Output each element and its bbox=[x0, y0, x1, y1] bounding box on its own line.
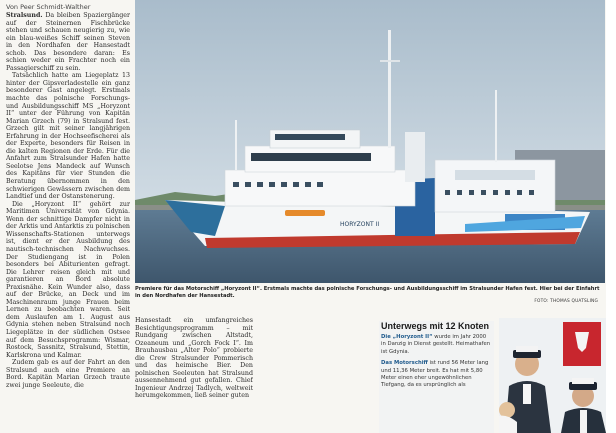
photo-credit: FOTO: THOMAS QUATSLING bbox=[534, 299, 598, 304]
info-box bbox=[379, 321, 494, 433]
article-column-2 bbox=[135, 317, 253, 433]
info-box-heading: Unterwegs mit 12 Knoten bbox=[381, 321, 490, 331]
page-edge bbox=[606, 0, 616, 433]
byline: Von Peer Schmidt-Walther bbox=[6, 3, 91, 11]
crew-photo bbox=[499, 318, 606, 433]
ship-photo bbox=[135, 0, 605, 283]
paragraph-2: Tatsächlich hatte am Liegeplatz 13 hinter der Gipsverladestelle ein ganz besonderer Gast angelegt. Erstmals machte das polnische Forschungs- und Ausbildungsschiff MS „Horyzont II“ unter der Führung von Kapitän Marian Grzech (79) in Stralsund fest. Grzech gilt mit seiner langjährigen Erfahrung in der Hochseefischerei als der Experte, besonders für Reisen in die kalten Regionen der Erde. Für die Anfahrt zum Stralsunder Hafen hatte Seelotse Jens Mandeck auf Wunsch des Kapitäns für vier Stunden die Beratung übernommen in den schwierigen Gewässern zwischen dem Landtief und der Ostanstenerung. bbox=[6, 72, 130, 201]
info-box-block-1: Die „Horyzont II“ wurde im Jahr 2000 in Danzig in Dienst gestellt. Heimathafen ist Gdynia. bbox=[381, 334, 491, 355]
paragraph-4: Zudem gab es auf der Fahrt an den Stralsund auch eine Premiere an Bord. Kapitän Marian Grzech traute zwei junge Seeleute, die bbox=[6, 359, 130, 389]
dateline: Stralsund. bbox=[6, 12, 43, 19]
ship-illustration bbox=[135, 0, 605, 283]
paragraph-5: Hansestadt ein umfangreiches Besichtigungsprogramm – mit Rundgang zwischen Altstadt, Ozeaneum und „Gorch Fock I“. Im Brauhausbau „Alter Polo“ probierte die Crew Stralsunder Pommerisch und das heimische Bier. Den polnischen Seeleuten hat Stralsund aussennehmend gut gefallen. Chief Ingenieur Andrzej Tadlych, weltweit herumgekommen, ließ seiner guten bbox=[135, 317, 253, 400]
crew-illustration bbox=[499, 318, 606, 433]
article-column-1 bbox=[6, 12, 130, 433]
photo-caption: Premiere für das Motorschiff „Horyzont II“. Erstmals machte das polnische Forschungs- und Ausbildungsschiff im Stralsunder Hafen fest. Hier bei der Einfahrt in den Nordhafen der Hansestadt. bbox=[135, 286, 600, 299]
ship-hull-name: HORYZONT II bbox=[340, 221, 380, 228]
info-box-block-2: Das Motorschiff ist rund 56 Meter lang und 11,36 Meter breit. Es hat mit 5,80 Meter einen eher ungewöhnlichen Tiefgang, da es ursprünglich als bbox=[381, 360, 489, 389]
paragraph-1: Da bleiben Spaziergänger auf der Steinernen Fischbrücke stehen und schauen neugierig zu, wie ein blau-weißes Schiff seinen Steven in den Nordhafen der Hansestadt schob. Das besondere daran: Es schien weder ein Frachter noch ein Passagierschiff zu sein. bbox=[6, 12, 130, 72]
paragraph-3: Die „Horyzont II“ gehört zur Maritimen Universität von Gdynia. Wenn der schnittige Dampfer nicht in der Arktis und Antarktis zu polnischen Wissenschafts-Stationen unterwegs ist, dient er der Ausbildung des nautisch-technischen Nachwuchses. Der Studiengang ist in Polen besonders bei Abiturienten gefragt. Die Lehrer reisen gleich mit und garantieren an Bord absolute Praxisnähe. Kein Wunder also, dass auf der Brücke, an Deck und im Maschinenraum junge Frauen beim Lernen zu beobachten waren. Seit dem Auslaufen am 1. August aus Gdynia stehen neben Stralsund noch Liegeplätze in der südlichen Ostsee auf dem Besuchsprogramm: Wismar, Rostock, Sassnitz, Stralsund, Stettin, Karlskrona und Kalmar. bbox=[6, 200, 130, 359]
